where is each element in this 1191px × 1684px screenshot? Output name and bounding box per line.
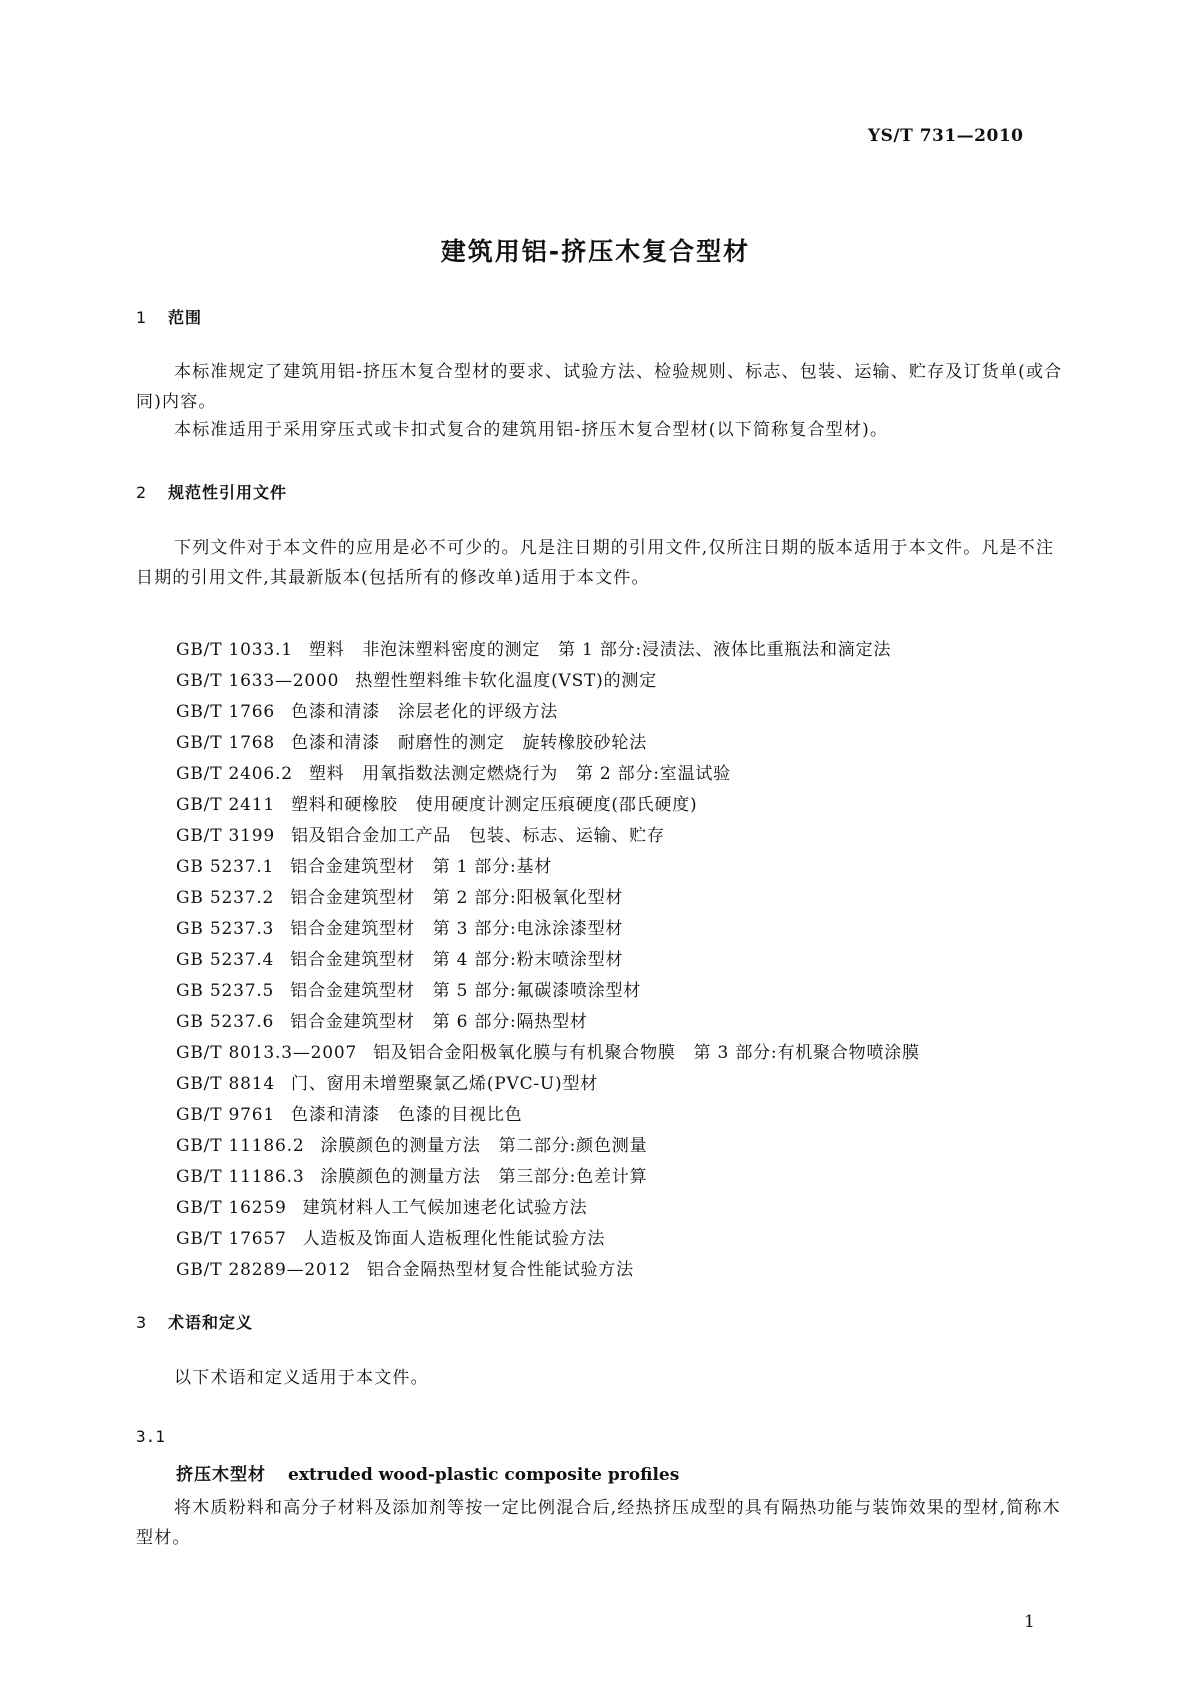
section-3-heading xyxy=(136,1310,253,1333)
reference-title: 铝合金建筑型材 第 3 部分:电泳涂漆型材 xyxy=(290,919,624,939)
reference-code: GB/T 11186.3 xyxy=(176,1167,305,1187)
reference-code: GB/T 9761 xyxy=(176,1105,276,1125)
reference-code: GB 5237.3 xyxy=(176,919,275,939)
reference-item xyxy=(176,1162,920,1193)
section-1-paragraph-1: 本标准规定了建筑用铝-挤压木复合型材的要求、试验方法、检验规则、标志、包装、运输、贮存及订货单(或合同)内容。 xyxy=(136,362,1063,412)
reference-item xyxy=(176,1038,920,1069)
term-entry xyxy=(176,1460,679,1485)
reference-item xyxy=(176,1131,920,1162)
reference-item xyxy=(176,635,920,666)
reference-code: GB 5237.6 xyxy=(176,1012,275,1032)
reference-title: 门、窗用未增塑聚氯乙烯(PVC-U)型材 xyxy=(291,1074,599,1094)
term-chinese: 挤压木型材 xyxy=(176,1465,266,1485)
reference-title: 涂膜颜色的测量方法 第二部分:颜色测量 xyxy=(320,1136,648,1156)
reference-title: 人造板及饰面人造板理化性能试验方法 xyxy=(302,1229,606,1249)
reference-item xyxy=(176,945,920,976)
reference-code: GB/T 16259 xyxy=(176,1198,287,1218)
section-number: 2 xyxy=(136,483,148,502)
reference-code: GB 5237.1 xyxy=(176,857,275,877)
section-3-paragraph-1: 以下术语和定义适用于本文件。 xyxy=(174,1368,429,1388)
reference-item xyxy=(176,1224,920,1255)
reference-item xyxy=(176,914,920,945)
reference-item xyxy=(176,852,920,883)
reference-title: 热塑性塑料维卡软化温度(VST)的测定 xyxy=(355,671,658,691)
reference-code: GB/T 8814 xyxy=(176,1074,276,1094)
document-title: 建筑用铝-挤压木复合型材 xyxy=(440,237,751,266)
reference-item xyxy=(176,1069,920,1100)
reference-title: 塑料和硬橡胶 使用硬度计测定压痕硬度(邵氏硬度) xyxy=(291,795,698,815)
reference-title: 塑料 用氧指数法测定燃烧行为 第 2 部分:室温试验 xyxy=(308,764,731,784)
reference-item xyxy=(176,728,920,759)
reference-code: GB/T 1633—2000 xyxy=(176,671,340,691)
section-title: 范围 xyxy=(168,308,203,327)
reference-item xyxy=(176,666,920,697)
reference-title: 铝合金建筑型材 第 4 部分:粉末喷涂型材 xyxy=(290,950,624,970)
reference-title: 塑料 非泡沫塑料密度的测定 第 1 部分:浸渍法、液体比重瓶法和滴定法 xyxy=(308,640,892,660)
reference-code: GB/T 3199 xyxy=(176,826,276,846)
reference-item xyxy=(176,697,920,728)
reference-code: GB/T 1766 xyxy=(176,702,276,722)
reference-code: GB/T 8013.3—2007 xyxy=(176,1043,358,1063)
section-number: 1 xyxy=(136,308,148,327)
reference-item xyxy=(176,1007,920,1038)
reference-item xyxy=(176,976,920,1007)
section-2-heading xyxy=(136,480,287,503)
reference-item xyxy=(176,1193,920,1224)
page-number: 1 xyxy=(1024,1612,1035,1632)
reference-item xyxy=(176,1100,920,1131)
reference-title: 铝合金建筑型材 第 1 部分:基材 xyxy=(290,857,553,877)
reference-title: 建筑材料人工气候加速老化试验方法 xyxy=(302,1198,588,1218)
reference-title: 铝合金隔热型材复合性能试验方法 xyxy=(366,1260,634,1280)
normative-reference-list xyxy=(176,635,920,1286)
reference-code: GB/T 2406.2 xyxy=(176,764,293,784)
reference-code: GB/T 11186.2 xyxy=(176,1136,305,1156)
reference-title: 铝合金建筑型材 第 2 部分:阳极氧化型材 xyxy=(290,888,624,908)
reference-code: GB/T 28289—2012 xyxy=(176,1260,351,1280)
section-1-paragraph-2: 本标准适用于采用穿压式或卡扣式复合的建筑用铝-挤压木复合型材(以下简称复合型材)。 xyxy=(174,420,889,440)
reference-code: GB/T 17657 xyxy=(176,1229,287,1249)
reference-title: 色漆和清漆 耐磨性的测定 旋转橡胶砂轮法 xyxy=(291,733,648,753)
reference-code: GB 5237.2 xyxy=(176,888,275,908)
reference-code: GB 5237.4 xyxy=(176,950,275,970)
reference-item xyxy=(176,1255,920,1286)
reference-title: 铝及铝合金阳极氧化膜与有机聚合物膜 第 3 部分:有机聚合物喷涂膜 xyxy=(373,1043,920,1063)
section-title: 术语和定义 xyxy=(168,1313,254,1332)
term-number: 3.1 xyxy=(136,1427,165,1446)
section-2-paragraph-1: 下列文件对于本文件的应用是必不可少的。凡是注日期的引用文件,仅所注日期的版本适用于本文件。凡是不注日期的引用文件,其最新版本(包括所有的修改单)适用于本文件。 xyxy=(136,538,1055,588)
reference-title: 色漆和清漆 色漆的目视比色 xyxy=(291,1105,523,1125)
reference-title: 涂膜颜色的测量方法 第三部分:色差计算 xyxy=(320,1167,648,1187)
reference-title: 色漆和清漆 涂层老化的评级方法 xyxy=(291,702,559,722)
reference-item xyxy=(176,759,920,790)
reference-title: 铝合金建筑型材 第 5 部分:氟碳漆喷涂型材 xyxy=(290,981,642,1001)
term-definition: 将木质粉料和高分子材料及添加剂等按一定比例混合后,经热挤压成型的具有隔热功能与装饰效果的型材,简称木型材。 xyxy=(136,1498,1061,1548)
term-english: extruded wood-plastic composite profiles xyxy=(288,1465,680,1485)
section-title: 规范性引用文件 xyxy=(168,483,288,502)
reference-code: GB 5237.5 xyxy=(176,981,275,1001)
reference-code: GB/T 1033.1 xyxy=(176,640,293,660)
section-number: 3 xyxy=(136,1313,148,1332)
reference-code: GB/T 1768 xyxy=(176,733,276,753)
reference-code: GB/T 2411 xyxy=(176,795,276,815)
standard-code: YS/T 731—2010 xyxy=(868,126,1024,146)
reference-title: 铝及铝合金加工产品 包装、标志、运输、贮存 xyxy=(291,826,665,846)
reference-title: 铝合金建筑型材 第 6 部分:隔热型材 xyxy=(290,1012,588,1032)
section-1-heading xyxy=(136,305,202,328)
reference-item xyxy=(176,821,920,852)
reference-item xyxy=(176,790,920,821)
reference-item xyxy=(176,883,920,914)
